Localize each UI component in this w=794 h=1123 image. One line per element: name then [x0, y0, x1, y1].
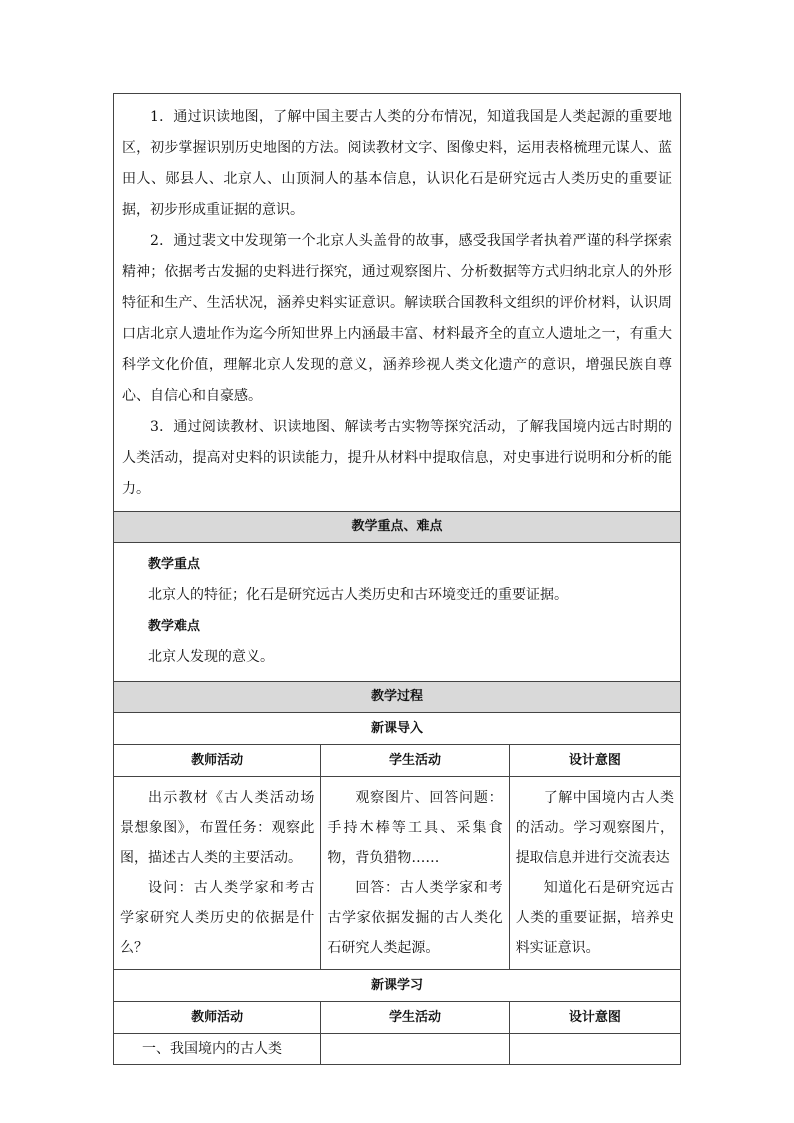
study-first-intent: [509, 1034, 680, 1065]
process-header-row: [114, 682, 681, 713]
intro-student-1: 观察图片、回答问题：手持木棒等工具、采集食物，背负猎物……: [327, 790, 503, 866]
intro-intent-cell: [509, 777, 680, 970]
keypoints-cell: [114, 543, 681, 682]
keypoints-header-row: [114, 512, 681, 543]
objective-1: 1．通过识读地图，了解中国主要古人类的分布情况，知道我国是人类起源的重要地区，初步掌握识别历史地图的方法。阅读教材文字、图像史料，运用表格梳理元谋人、蓝田人、郧县人、北京人、山顶洞人的基本信息，认识化石是研究远古人类历史的重要证据，初步形成重证据的意识。: [122, 109, 672, 218]
study-header: 新课学习: [114, 970, 681, 1002]
intro-intent-1: 了解中国境内古人类的活动。学习观察图片，提取信息并进行交流表达: [515, 790, 674, 866]
difficulty-text: 北京人发现的意义。: [148, 649, 274, 665]
column-teacher: 教师活动: [114, 745, 321, 777]
intro-columns-row: [114, 745, 681, 777]
process-header: 教学过程: [114, 682, 681, 713]
column-intent: 设计意图: [509, 745, 680, 777]
keypoints-row: [114, 543, 681, 682]
focus-text: 北京人的特征；化石是研究远古人类历史和古环境变迁的重要证据。: [148, 587, 568, 603]
keypoints-header: 教学重点、难点: [114, 512, 681, 543]
intro-header-row: [114, 713, 681, 745]
objectives-row: [114, 94, 681, 512]
intro-content-row: [114, 777, 681, 970]
intro-teacher-1: 出示教材《古人类活动场景想象图》，布置任务：观察此图，描述古人类的主要活动。: [120, 790, 315, 866]
lesson-plan-table: [113, 93, 681, 1065]
column-student: 学生活动: [321, 745, 509, 777]
focus-label: 教学重点: [148, 557, 201, 572]
study-column-teacher: 教师活动: [114, 1002, 321, 1034]
study-column-intent: 设计意图: [509, 1002, 680, 1034]
intro-header: 新课导入: [114, 713, 681, 745]
lesson-plan-page: [113, 93, 681, 1065]
study-first-row: [114, 1034, 681, 1065]
intro-student-cell: [321, 777, 509, 970]
intro-student-2: 回答：古人类学家和考古学家依据发掘的古人类化石研究人类起源。: [327, 880, 503, 956]
study-columns-row: [114, 1002, 681, 1034]
study-column-student: 学生活动: [321, 1002, 509, 1034]
intro-intent-2: 知道化石是研究远古人类的重要证据，培养史料实证意识。: [515, 880, 674, 956]
intro-teacher-cell: [114, 777, 321, 970]
study-first-student: [321, 1034, 509, 1065]
objective-3: 3．通过阅读教材、识读地图、解读考古实物等探究活动，了解我国境内远古时期的人类活动，提高对史料的识读能力，提升从材料中提取信息，对史事进行说明和分析的能力。: [122, 419, 672, 497]
study-first-teacher: 一、我国境内的古人类: [114, 1034, 321, 1065]
objective-2: 2．通过裴文中发现第一个北京人头盖骨的故事，感受我国学者执着严谨的科学探索精神；依据考古发掘的史料进行探究，通过观察图片、分析数据等方式归纳北京人的外形特征和生产、生活状况，涵养史料实证意识。解读联合国教科文组织的评价材料，认识周口店北京人遗址作为迄今所知世界上内涵最丰富、材料最齐全的直立人遗址之一，有重大科学文化价值，理解北京人发现的意义，涵养珍视人类文化遗产的意识，增强民族自尊心、自信心和自豪感。: [122, 233, 672, 404]
difficulty-label: 教学难点: [148, 619, 201, 634]
objectives-cell: [114, 94, 681, 512]
intro-teacher-2: 设问：古人类学家和考古学家研究人类历史的依据是什么？: [120, 880, 315, 956]
study-header-row: [114, 970, 681, 1002]
